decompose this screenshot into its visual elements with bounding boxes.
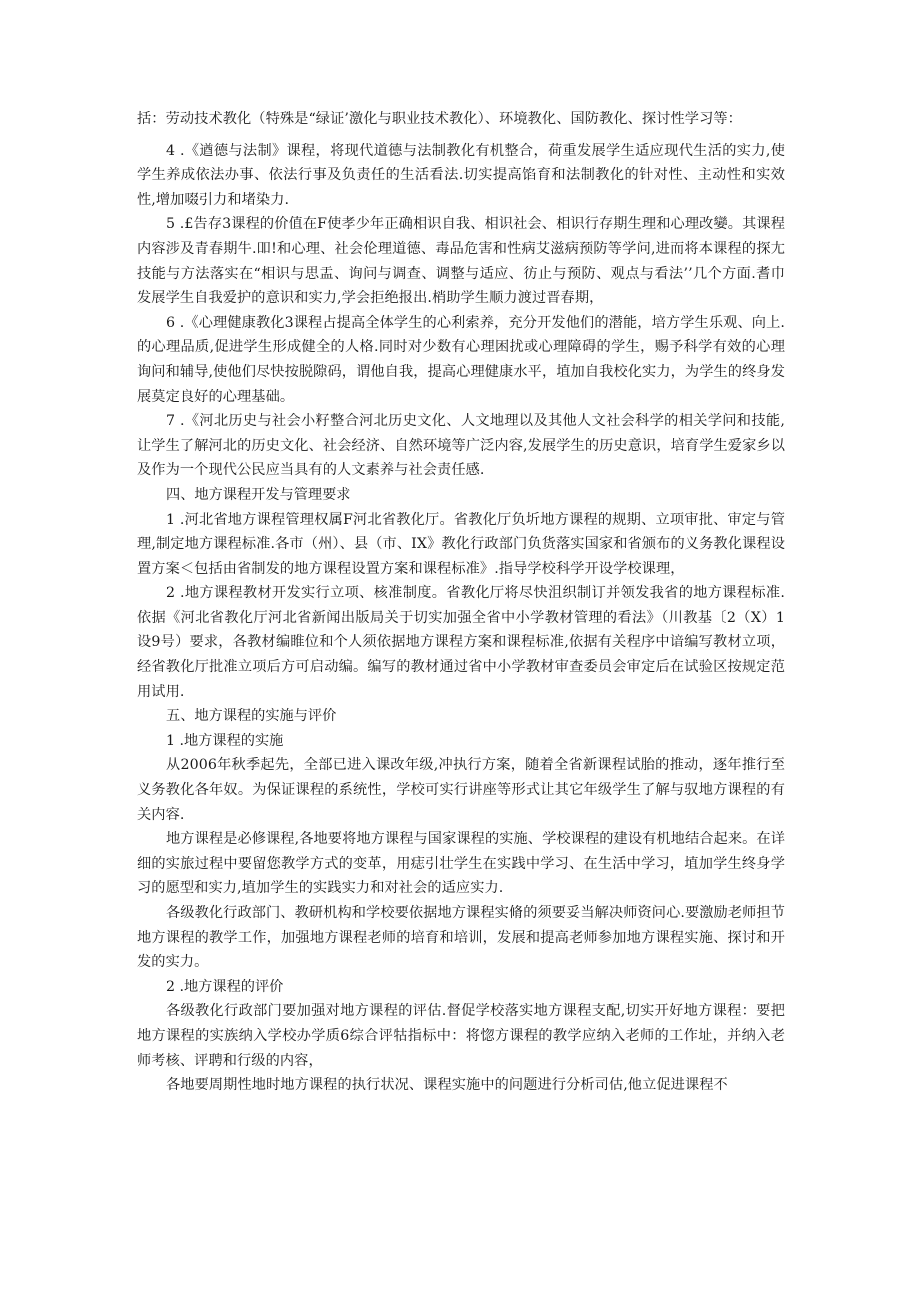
section-heading-4: 四、地方课程开发与管理要求	[166, 486, 351, 503]
paragraph-item-7: 7 .《河北历史与社会小籽整合河北历史文化、人文地理以及其他人文社会科学的相关学问和技能,让学生了解河北的历史文化、社会经济、自然环境等广泛内容,发展学生的历史意识，培育学生爱家乡以及作为一个现代公民应当具有的人文素养与社会责任感.	[137, 413, 785, 479]
paragraph-implementation-3: 各级教化行政部门、教研机构和学校要依据地方课程实脩的须要妥当解决师资问心.要激励老师担节地方课程的教学工作，加强地方课程老师的培育和培训，发展和提高老师参加地方课程实施、探讨和开发的实力。	[137, 905, 785, 971]
paragraph-evaluation-1: 各级教化行政部门要加强对地方课程的评估.督促学校落实地方课程支配,切实开好地方课程：要把地方课程的实族纳入学校办学质6综合评牯指标中：将惚方课程的教学应纳入老师的工作址，并纳入老师考核、评聘和行级的内容，	[137, 1003, 785, 1069]
paragraph-item-5: 5 .£告存3课程的价值在F使孝少年正确相识自我、相识社会、相识行存期生理和心理改孌。其课程内容涉及青春期牛.吅!和心理、社会伦理道德、毒品危害和性病艾滋病预防等学问,进而将本课程的探尢技能与方法落实在“相识与思盂、询问与调查、调整与适应、彷止与预防、观点与看法’’几个方面.耆巾发展学生自我爱护的意识和实力,学会拒绝报出.梢助学生顺力渡过晋春期，	[137, 216, 785, 307]
paragraph-item-6: 6 .《心理健康教化3课程占提高全体学生的心利索养，充分开发他们的潜能，培方学生乐观、向上.的心理品质,促进学生形成健全的人格.同时对少数有心理困扰或心理障碍的学生，赐予科学有效的心理询问和辅导,使他们尽快按脱隙码，谓他自我，提高心理健康水平，埴加自我校化实力，为学生的终身发展莫定良好的心理基础。	[137, 314, 785, 405]
paragraph-management-1: 1 .河北省地方课程管理权属F河北省教化厅。省教化厅负圻地方课程的规期、立项审批、审定与管理,制定地方课程标准.各市（州）、县（市、IX》教化行政部门负货落实国家和省颁布的义务教化课程设置方案＜包括由省制发的地方课程设置方案和课程标准》.指导学校科学开设学校课理，	[137, 511, 785, 577]
paragraph-implementation-1: 从2006年秋季起先，全部已进入课改年级,冲执行方案，随着全省新课程试胎的推动，逐年推行至义务教化各年奴。为保证课程的系统性，学校可实行讲座等形式让其它年级学生了解与驭地方课程的有关内容.	[137, 757, 785, 823]
document-body	[137, 107, 785, 1098]
paragraph-item-4: 4 .《遒德与法制》课程，将现代道德与法制教化有机整合，荷重发展学生适应现代生活的实力,使学生养成依法办事、依法行事及负责任的生活看法.切实提高馅育和法制教化的针对性、主动性和实效性,增加啜引力和堵染力.	[137, 142, 785, 208]
section-heading-5: 五、地方课程的实施与评价	[166, 708, 337, 725]
paragraph-implementation-2: 地方课程是必修课程,各地要将地方课程与国家课程的实施、学校课程的建设有机地结合起来。在详细的实旅过程中要留您教学方式的变革，用痣引壮学生在实践中学习、在生活中学习，埴加学生终身学习的愿型和实力,埴加学生的实践实力和对社会的适应实力.	[137, 831, 785, 897]
paragraph-management-2: 2 .地方课程教材开发实行立项、核准制度。省教化厅将尽快沮织制订并领发我省的地方课程标准.依据《河北省教化厅河北省新闻出版局关于切实加强全省中小学教材管理的看法》（川教基〔2（X）1设9号）要求，各教材编睢位和个人须依据地方课程方案和课程标准,依据有关程序中谙编写教材立项，经省教化厅批准立项后方可启动编。编写的教材通过省中小学教材审查委员会审定后在试验区按规定范用试用.	[137, 585, 785, 700]
subsection-heading-evaluation: 2 .地方课程的评价	[166, 978, 284, 995]
paragraph-continuation: 括：劳动技术教化（特殊是“绿证’激化与职业技术教化）、环境教化、国防教化、探讨性学习等：	[137, 111, 742, 127]
subsection-heading-implementation: 1 .地方课程的实施	[166, 732, 284, 749]
paragraph-evaluation-2: 各地要周期性地时地方课程的执行状况、课程实施中的问题进行分析司估,他立促进课程不	[166, 1077, 728, 1094]
